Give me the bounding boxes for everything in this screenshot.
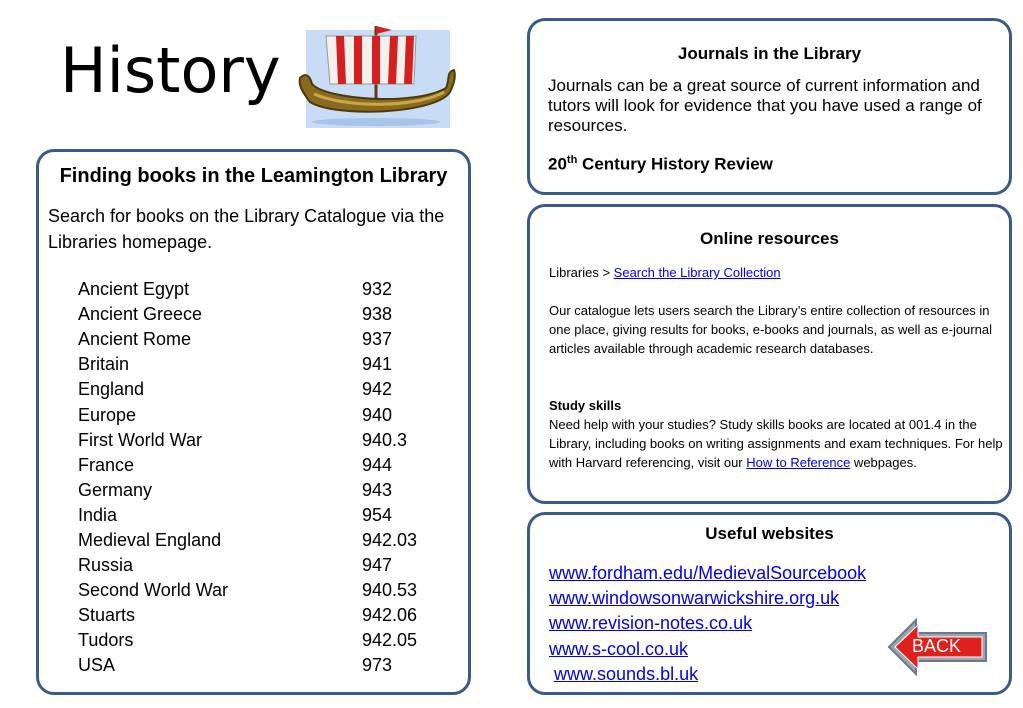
breadcrumb-prefix: Libraries > [549,265,614,280]
journal-title-superscript: th [566,154,578,166]
classmark-cell: 942 [362,379,393,400]
study-skills-suffix: webpages. [850,455,917,470]
table-row [78,327,417,352]
table-row [78,478,417,503]
classmark-cell: 944 [362,454,393,475]
subject-cell: India [78,504,118,525]
journals-text: Journals can be a great source of current information and tutors will look for evidence that you have used a range of resources. [548,76,982,135]
table-row [78,302,417,327]
table-row [78,528,417,553]
classmark-cell: 942.03 [362,529,418,550]
subject-cell: Tudors [78,630,134,651]
website-links [549,561,866,687]
online-resources-panel [527,204,1012,504]
table-row [78,553,417,578]
table-row [78,603,417,628]
journals-panel [527,18,1012,195]
catalogue-description: Our catalogue lets users search the Library’s entire collection of resources in one place, giving results for books, e-books and journals, as well as e-journal articles available through academic research databases. [549,303,992,356]
classmark-cell: 942.06 [362,605,418,626]
subject-cell: Ancient Rome [78,329,192,350]
subject-cell: Europe [78,404,137,425]
viking-ship-image [296,22,456,130]
books-panel [36,149,471,695]
classmark-cell: 937 [362,329,393,350]
classmark-cell: 938 [362,304,393,325]
subject-cell: Britain [78,354,130,375]
table-row [78,277,417,302]
online-heading: Online resources [700,229,839,248]
back-button[interactable] [886,617,990,677]
subject-cell: Second World War [78,580,229,601]
subject-cell: First World War [78,429,202,450]
classmark-cell: 941 [362,354,393,375]
subject-cell: Germany [78,479,153,500]
classmark-cell: 943 [362,479,393,500]
subject-cell: USA [78,655,116,676]
study-skills-body: Need help with your studies? Study skills books are located at 001.4 in the Library, including books on writing assignments and exam techniques. For help with Harvard referencing, visit our [549,417,1003,470]
table-row [78,352,417,377]
subject-cell: Ancient Egypt [78,279,190,300]
website-link-windowsonwarwickshire[interactable]: www.windowsonwarwickshire.org.uk [549,588,840,609]
table-row [78,428,417,453]
study-skills-text [549,415,1004,472]
subject-cell: Ancient Greece [78,304,203,325]
classmark-cell: 954 [362,504,393,525]
journal-title-rest: Century History Review [577,154,773,174]
subject-cell: France [78,454,135,475]
websites-heading: Useful websites [705,524,834,543]
classmark-cell: 947 [362,555,393,576]
study-skills-heading: Study skills [549,398,622,413]
classmark-table [78,277,417,679]
website-link-fordham[interactable]: www.fordham.edu/MedievalSourcebook [549,563,867,583]
journals-heading: Journals in the Library [677,44,862,63]
books-heading: Finding books in the Leamington Library [59,165,448,187]
classmark-cell: 940.53 [362,580,418,601]
table-row [78,628,417,653]
search-library-collection-link[interactable]: Search the Library Collection [613,265,781,280]
journal-title [548,154,773,175]
back-button-label: BACK [912,636,962,656]
subject-cell: Medieval England [78,529,222,550]
table-row [78,402,417,427]
breadcrumb [549,263,1004,282]
table-row [78,453,417,478]
classmark-cell: 942.05 [362,630,418,651]
website-link-s-cool[interactable]: www.s-cool.co.uk [549,638,689,659]
classmark-cell: 932 [362,279,393,300]
classmark-cell: 940.3 [362,429,408,450]
classmark-cell: 973 [362,655,393,676]
books-intro-text: Search for books on the Library Catalogue via the Libraries homepage. [48,206,445,252]
website-link-revision-notes[interactable]: www.revision-notes.co.uk [549,613,753,634]
table-row [78,653,417,678]
subject-cell: England [78,379,145,400]
website-link-sounds-bl[interactable]: www.sounds.bl.uk [554,663,699,684]
table-row [78,503,417,528]
subject-cell: Russia [78,555,134,576]
journal-title-number: 20 [548,154,567,174]
table-row [78,377,417,402]
page-title: History [60,34,281,107]
classmark-cell: 940 [362,404,393,425]
table-row [78,578,417,603]
how-to-reference-link[interactable]: How to Reference [746,455,851,470]
subject-cell: Stuarts [78,605,136,626]
